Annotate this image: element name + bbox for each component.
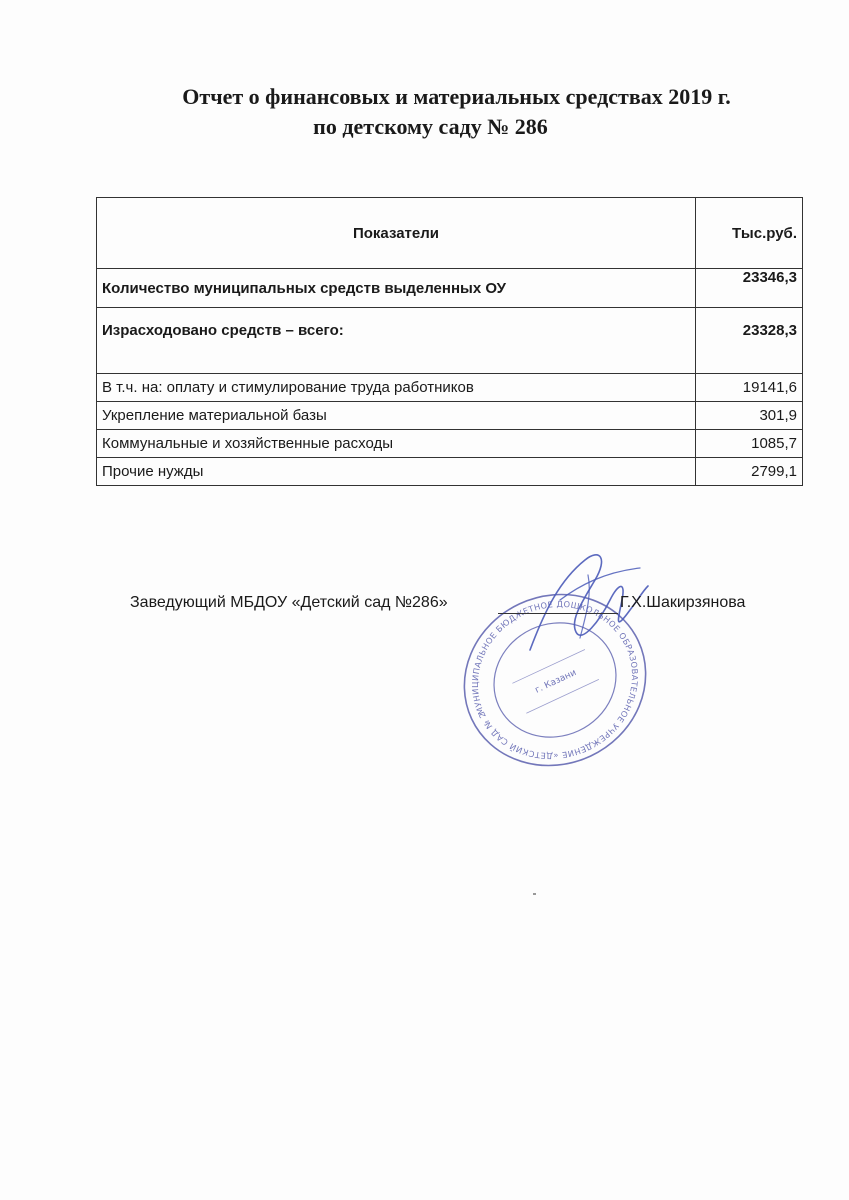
row-label: Израсходовано средств – всего: <box>97 308 696 374</box>
row-label: Количество муниципальных средств выделенных ОУ <box>97 269 696 308</box>
document-title-line1: Отчет о финансовых и материальных средствах 2019 г. <box>182 84 731 109</box>
stamp-center-text: г. Казани <box>533 667 579 696</box>
table-row <box>97 458 803 486</box>
row-value: 301,9 <box>696 402 803 430</box>
table-row <box>97 430 803 458</box>
financial-report-table <box>96 197 803 486</box>
table-row <box>97 374 803 402</box>
row-label: Укрепление материальной базы <box>97 402 696 430</box>
signature-underline <box>498 613 618 614</box>
header-indicator: Показатели <box>97 198 696 269</box>
table-header-row <box>97 198 803 269</box>
row-value: 23346,3 <box>696 269 803 308</box>
row-label: В т.ч. на: оплату и стимулирование труда работников <box>97 374 696 402</box>
row-value: 23328,3 <box>696 308 803 374</box>
stamp-ring-text: МУНИЦИПАЛЬНОЕ БЮДЖЕТНОЕ ДОШКОЛЬНОЕ ОБРАЗОВАТЕЛЬНОЕ УЧРЕЖДЕНИЕ «ДЕТСКИЙ САД № 286» <box>470 598 641 762</box>
scan-speck <box>533 893 536 895</box>
table-row <box>97 402 803 430</box>
row-value: 1085,7 <box>696 430 803 458</box>
header-amount: Тыс.руб. <box>696 198 803 269</box>
row-value: 19141,6 <box>696 374 803 402</box>
row-value: 2799,1 <box>696 458 803 486</box>
table-row <box>97 269 803 308</box>
document-title-line2: по детскому саду № 286 <box>313 114 548 139</box>
row-label: Коммунальные и хозяйственные расходы <box>97 430 696 458</box>
signatory-role: Заведующий МБДОУ «Детский сад №286» <box>130 594 448 611</box>
signatory-name: Г.Х.Шакирзянова <box>620 594 746 611</box>
row-label: Прочие нужды <box>97 458 696 486</box>
table-row <box>97 308 803 374</box>
